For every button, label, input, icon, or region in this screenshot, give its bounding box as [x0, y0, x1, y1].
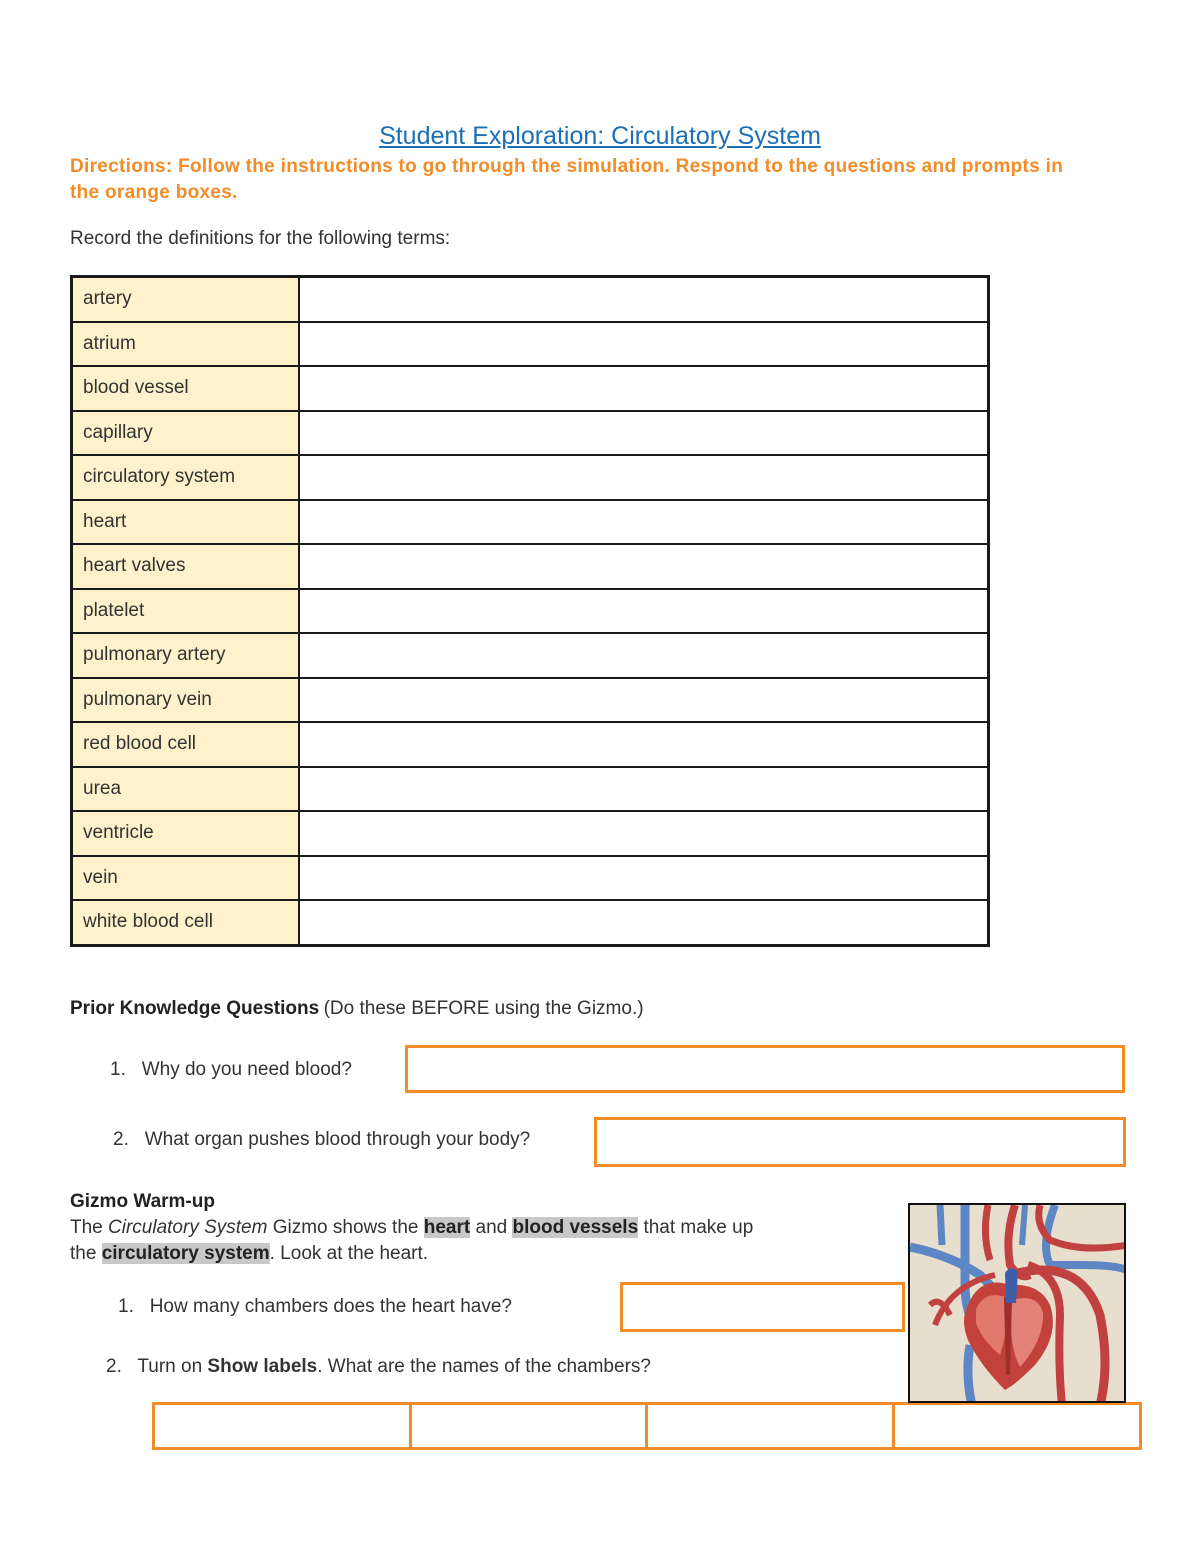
warmup-word: . Look at the heart. [269, 1243, 429, 1264]
prior-q1 [110, 1059, 352, 1081]
heart-image [910, 1205, 1126, 1403]
vocab-term: circulatory system [72, 455, 300, 500]
gizmo-name: Circulatory System [108, 1217, 268, 1238]
show-labels-text: Show labels [207, 1356, 318, 1377]
vocab-row [72, 455, 989, 500]
vocab-term: platelet [72, 589, 300, 634]
warmup-paragraph [70, 1215, 870, 1267]
chamber-answer-row [152, 1402, 1142, 1450]
warmup-word: The [70, 1217, 103, 1238]
vocab-definition-cell[interactable] [299, 678, 989, 723]
vocab-definition-cell[interactable] [299, 500, 989, 545]
vocab-row [72, 856, 989, 901]
vocab-row [72, 544, 989, 589]
chamber-answer-box-4[interactable] [895, 1405, 1139, 1447]
vocab-definition-cell[interactable] [299, 411, 989, 456]
vocab-term: atrium [72, 322, 300, 367]
vocab-row [72, 678, 989, 723]
prior-knowledge-note: (Do these BEFORE using the Gizmo.) [323, 998, 644, 1019]
vocab-term: pulmonary artery [72, 633, 300, 678]
vocab-row [72, 767, 989, 812]
vocab-term: ventricle [72, 811, 300, 856]
warmup-q1-text: How many chambers does the heart have? [149, 1296, 512, 1317]
heart-illustration [908, 1203, 1126, 1403]
vocab-row [72, 589, 989, 634]
vocab-row [72, 322, 989, 367]
vocab-term: artery [72, 277, 300, 322]
warmup-q1 [118, 1296, 512, 1318]
vocab-row [72, 500, 989, 545]
vocab-definition-cell[interactable] [299, 811, 989, 856]
vocab-definition-cell[interactable] [299, 544, 989, 589]
vocab-term: urea [72, 767, 300, 812]
vocab-definition-cell[interactable] [299, 277, 989, 322]
chamber-answer-box-3[interactable] [648, 1405, 895, 1447]
vocab-definition-cell[interactable] [299, 455, 989, 500]
vocab-definition-cell[interactable] [299, 856, 989, 901]
warmup-word: and [475, 1217, 508, 1238]
vocab-term: vein [72, 856, 300, 901]
vocab-definition-cell[interactable] [299, 366, 989, 411]
vocab-definition-cell[interactable] [299, 722, 989, 767]
vocab-row [72, 366, 989, 411]
vocabulary-table [70, 275, 990, 947]
prior-knowledge-heading [70, 998, 644, 1020]
vocab-term: red blood cell [72, 722, 300, 767]
warmup-q2 [106, 1356, 651, 1378]
vocab-definition-cell[interactable] [299, 633, 989, 678]
prior-q1-number: 1. [110, 1059, 126, 1080]
warmup-title: Gizmo Warm-up [70, 1191, 215, 1212]
chamber-answer-box-2[interactable] [412, 1405, 648, 1447]
warmup-q2-number: 2. [106, 1356, 122, 1377]
vocab-row [72, 722, 989, 767]
vocab-row [72, 811, 989, 856]
vocab-term: heart valves [72, 544, 300, 589]
vocab-row [72, 900, 989, 945]
warmup-q2-post: . What are the names of the chambers? [317, 1356, 651, 1377]
vocab-term: heart [72, 500, 300, 545]
page-title: Student Exploration: Circulatory System [379, 122, 821, 150]
prior-knowledge-title: Prior Knowledge Questions [70, 998, 320, 1019]
vocab-row [72, 411, 989, 456]
vocab-definition-cell[interactable] [299, 767, 989, 812]
vocab-definition-cell[interactable] [299, 589, 989, 634]
vocab-term: white blood cell [72, 900, 300, 945]
vocab-definition-cell[interactable] [299, 322, 989, 367]
highlight-circulatory-system: circulatory system [101, 1243, 270, 1264]
warmup-word: the [70, 1243, 97, 1264]
prior-q1-answer-box[interactable] [405, 1045, 1125, 1093]
warmup-q1-number: 1. [118, 1296, 134, 1317]
vocab-term: capillary [72, 411, 300, 456]
prior-q2 [113, 1129, 530, 1151]
warmup-word: Gizmo shows the [272, 1217, 419, 1238]
vocab-definition-cell[interactable] [299, 900, 989, 945]
warmup-q1-answer-box[interactable] [620, 1282, 905, 1332]
vocab-row [72, 277, 989, 322]
prior-q2-answer-box[interactable] [594, 1117, 1126, 1167]
prior-q2-number: 2. [113, 1129, 129, 1150]
vocab-term: blood vessel [72, 366, 300, 411]
prior-q2-text: What organ pushes blood through your body? [144, 1129, 531, 1150]
vocab-term: pulmonary vein [72, 678, 300, 723]
vocab-intro: Record the definitions for the following terms: [70, 228, 451, 249]
chamber-answer-box-1[interactable] [155, 1405, 412, 1447]
highlight-blood-vessels: blood vessels [512, 1217, 639, 1238]
warmup-q2-pre: Turn on [137, 1356, 203, 1377]
vocab-row [72, 633, 989, 678]
warmup-word: that make up [643, 1217, 754, 1238]
highlight-heart: heart [423, 1217, 471, 1238]
directions-text: Directions: Follow the instructions to go through the simulation. Respond to the questions and prompts in the orange boxes. [70, 156, 1064, 203]
prior-q1-text: Why do you need blood? [141, 1059, 352, 1080]
